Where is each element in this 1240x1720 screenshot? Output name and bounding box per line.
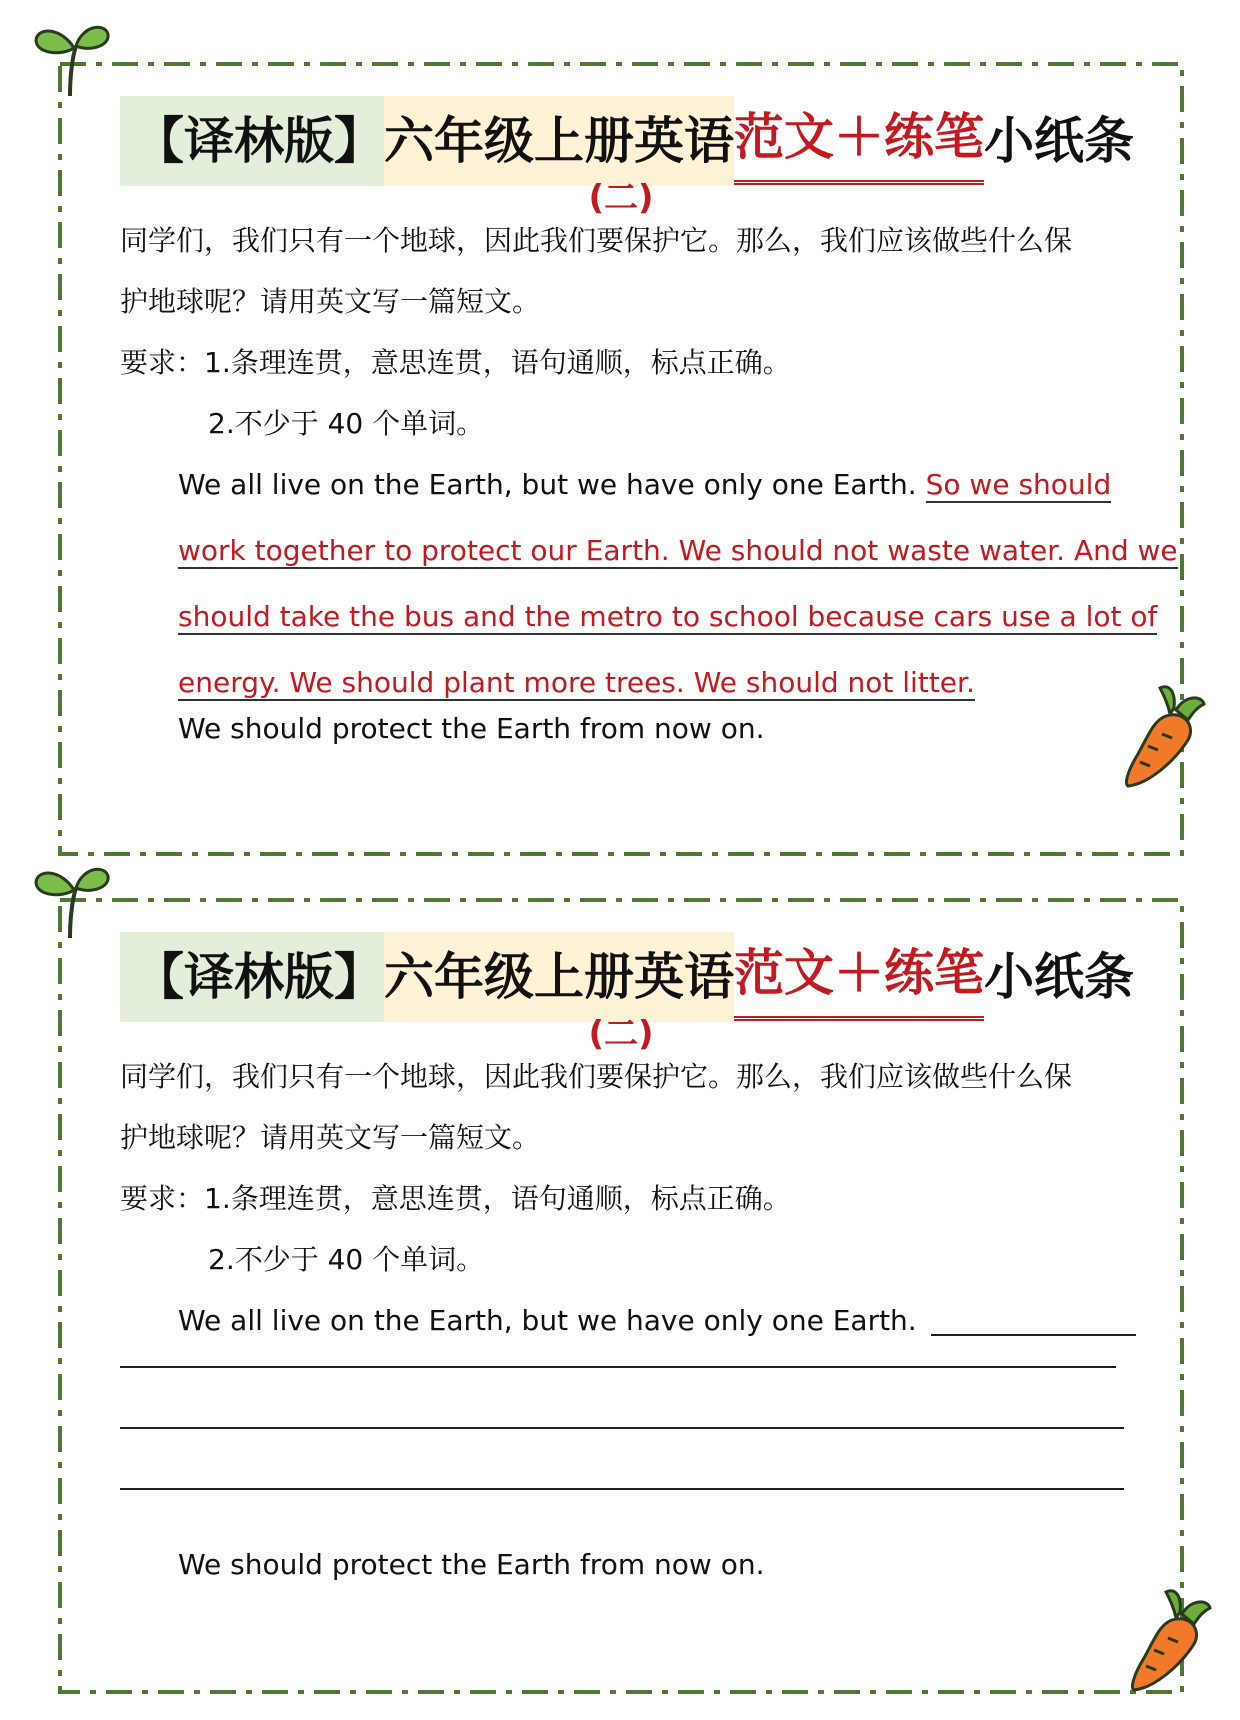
prompt-line-2: 护地球呢？请用英文写一篇短文。 [120,285,541,318]
title-tail: 小纸条 [984,948,1134,1006]
writing-line[interactable] [120,1427,1124,1429]
prompt-line-2: 护地球呢？请用英文写一篇短文。 [120,1121,541,1154]
essay-body [120,1288,1183,1354]
title-highlight: 范文＋练笔 [734,934,984,1021]
writing-blank-inline[interactable] [931,1306,1136,1336]
note-card-sample [58,62,1184,856]
essay-answer-text: So we should work together to protect our Earth. We should not waste water. And we should take the bus and the metro to school because cars use a lot of energy. We should plant more trees. We should not litter. [178,468,1178,699]
subtitle: (二) [588,1014,654,1054]
requirement-2: 2.不少于 40 个单词。 [208,1243,485,1276]
essay-closing: We should protect the Earth from now on. [178,712,765,745]
requirement-2: 2.不少于 40 个单词。 [208,407,485,440]
note-card-practice [58,898,1184,1694]
essay-opening: We all live on the Earth, but we have only one Earth. [178,1304,917,1337]
sprout-icon [32,860,112,940]
title-brand: 【译林版】 [120,932,384,1022]
prompt-line-1: 同学们，我们只有一个地球，因此我们要保护它。那么，我们应该做些什么保 [120,224,1073,257]
prompt-line-1: 同学们，我们只有一个地球，因此我们要保护它。那么，我们应该做些什么保 [120,1060,1073,1093]
title-brand: 【译林版】 [120,96,384,186]
title-grade: 六年级上册英语 [384,932,734,1022]
requirement-1: 要求：1.条理连贯，意思连贯，语句通顺，标点正确。 [120,346,791,379]
sprout-icon [32,18,112,98]
title-grade: 六年级上册英语 [384,96,734,186]
carrot-icon [1118,682,1208,792]
essay-closing: We should protect the Earth from now on. [178,1548,765,1581]
title-highlight: 范文＋练笔 [734,98,984,185]
carrot-icon [1124,1586,1214,1696]
writing-line[interactable] [120,1366,1116,1368]
subtitle: (二) [588,178,654,218]
essay-body [120,452,1183,716]
requirement-1: 要求：1.条理连贯，意思连贯，语句通顺，标点正确。 [120,1182,791,1215]
essay-answer [178,468,1178,701]
title-tail: 小纸条 [984,112,1134,170]
essay-opening: We all live on the Earth, but we have only one Earth. [178,468,917,501]
writing-line[interactable] [120,1488,1124,1490]
